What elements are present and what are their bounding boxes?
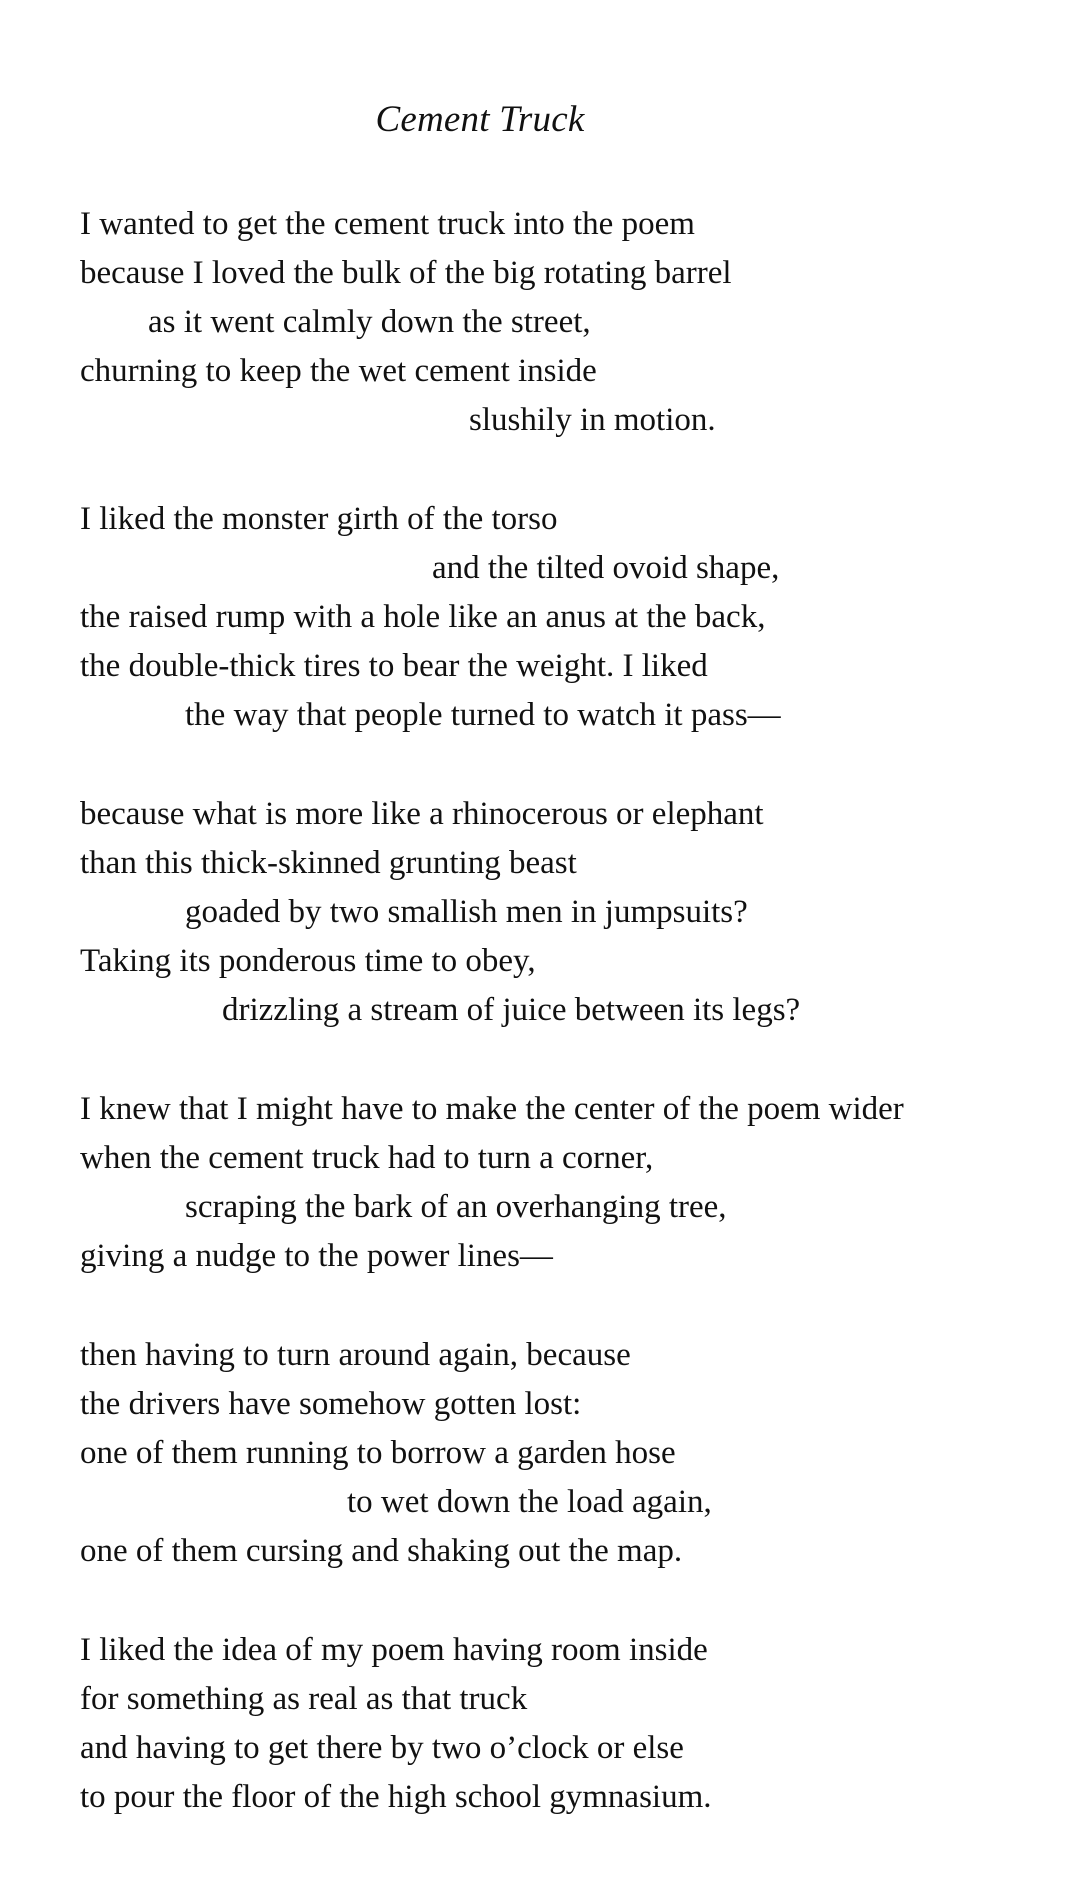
poem-line: as it went calmly down the street, xyxy=(148,304,591,340)
poem-line: I liked the monster girth of the torso xyxy=(80,501,558,537)
stanza-4 xyxy=(80,1085,1060,1281)
stanza-2 xyxy=(80,495,1060,740)
poem-line: because I loved the bulk of the big rotating barrel xyxy=(80,255,732,291)
poem-line: I liked the idea of my poem having room inside xyxy=(80,1632,708,1668)
poem-line: the drivers have somehow gotten lost: xyxy=(80,1386,582,1422)
poem-line: giving a nudge to the power lines— xyxy=(80,1238,553,1274)
poem-line: one of them running to borrow a garden hose xyxy=(80,1435,676,1471)
poem-line: the double-thick tires to bear the weight. I liked xyxy=(80,648,708,684)
stanza-1 xyxy=(80,200,1060,445)
stanza-3 xyxy=(80,790,1060,1035)
poem-line: goaded by two smallish men in jumpsuits? xyxy=(185,894,748,930)
poem-line: slushily in motion. xyxy=(469,402,716,438)
poem-title: Cement Truck xyxy=(375,99,585,140)
poem-line: the raised rump with a hole like an anus at the back, xyxy=(80,599,766,635)
poem-line: the way that people turned to watch it pass— xyxy=(185,697,781,733)
stanza-6 xyxy=(80,1626,1060,1822)
poem-line: to wet down the load again, xyxy=(347,1484,712,1520)
poem-line: for something as real as that truck xyxy=(80,1681,528,1717)
poem-line: Taking its ponderous time to obey, xyxy=(80,943,536,979)
poem-line: when the cement truck had to turn a corner, xyxy=(80,1140,654,1176)
poem-line: one of them cursing and shaking out the map. xyxy=(80,1533,683,1569)
poem-line: and the tilted ovoid shape, xyxy=(432,550,780,586)
poem-body xyxy=(80,200,1060,1872)
poem-line: drizzling a stream of juice between its legs? xyxy=(222,992,801,1028)
poem-line: than this thick-skinned grunting beast xyxy=(80,845,577,881)
poem-line: scraping the bark of an overhanging tree, xyxy=(185,1189,727,1225)
poem-line: to pour the floor of the high school gymnasium. xyxy=(80,1779,712,1815)
poem-line: churning to keep the wet cement inside xyxy=(80,353,597,389)
poem-line: and having to get there by two o’clock or else xyxy=(80,1730,684,1766)
poem-line: I knew that I might have to make the center of the poem wider xyxy=(80,1091,904,1127)
poem-line: then having to turn around again, because xyxy=(80,1337,631,1373)
stanza-5 xyxy=(80,1331,1060,1576)
poem-line: because what is more like a rhinocerous or elephant xyxy=(80,796,764,832)
poem-line: I wanted to get the cement truck into the poem xyxy=(80,206,695,242)
